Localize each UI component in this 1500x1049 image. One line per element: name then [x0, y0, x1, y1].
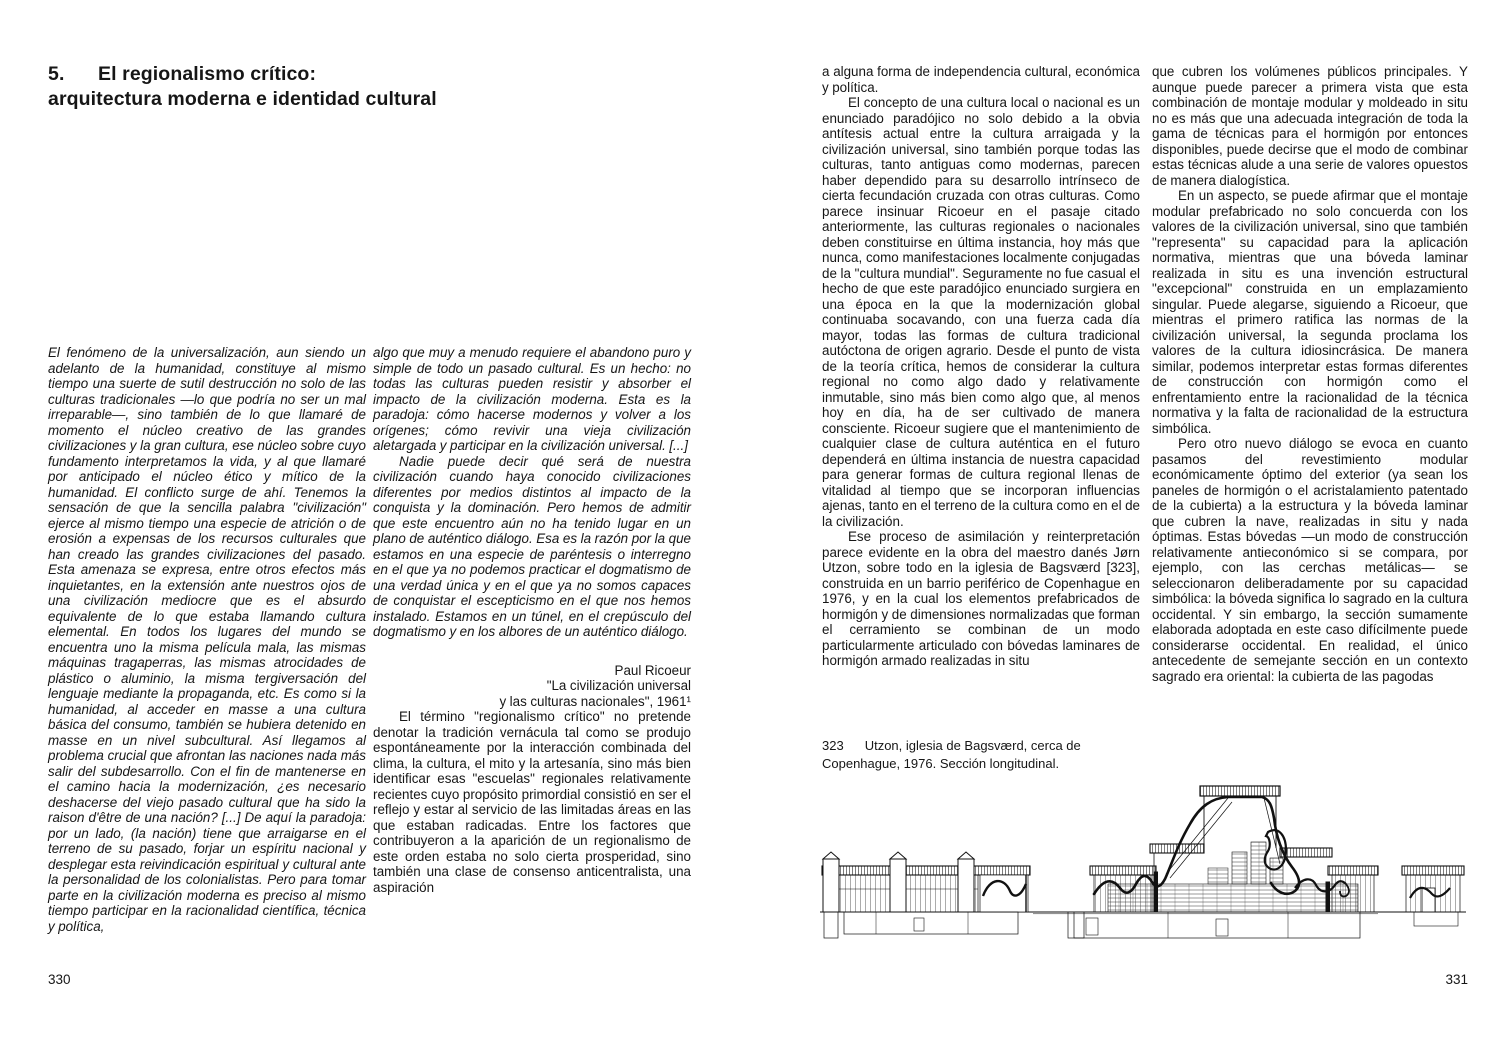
attribution-author: Paul Ricoeur	[614, 662, 691, 678]
attribution-work-line1: "La civilización universal	[546, 678, 691, 693]
left-page-column-2	[373, 345, 691, 895]
body-paragraph-bovedas: que cubren los volúmenes públicos principales. Y aunque puede parecer a primera vista que esta combinación de montaje modular y moldeado in situ no es más que una adecuada integración de toda la gama de técnicas para el hormigón por entonces disponibles, puede decirse que el modo de combinar estas técnicas alude a una serie de valores opuestos de manera dialogística.	[1152, 64, 1468, 188]
body-paragraph-regionalismo: El término "regionalismo crítico" no pretende denotar la tradición vernácula tal como se produjo espontáneamente por la interacción combinada del clima, la cultura, el mito y la artesanía, sino más bien identificar esas "escuelas" regionales relativamente recientes cuyo propósito primordial consistió en ser el reflejo y estar al servicio de las limitadas áreas en las que estaban radicadas. Entre los factores que contribuyeron a la aparición de un regionalismo de este orden estaba no solo cierta prosperidad, sino también una clase de consenso anticentralista, una aspiración	[373, 709, 691, 895]
chapter-title-line2: arquitectura moderna e identidad cultural	[48, 88, 437, 110]
bagsvaerd-section-drawing	[818, 772, 1468, 957]
body-paragraph-utzon: Ese proceso de asimilación y reinterpretación parece evidente en la obra del maestro danés Jørn Utzon, sobre todo en la iglesia de Bagsværd [323], construida en un barrio periférico de Copenhague en 1976, y en la cual los elementos prefabricados de hormigón y de dimensiones normalizadas que forman el cerramiento se combinan de un modo particularmente articulado con bóvedas laminares de hormigón armado realizadas in situ	[822, 529, 1140, 668]
right-page-column-2	[1152, 64, 1468, 684]
quote-attribution	[373, 663, 691, 710]
page-number-331: 331	[1445, 972, 1468, 987]
section-drawing-svg	[818, 772, 1468, 957]
page-number-330: 330	[48, 972, 71, 987]
figure-caption	[822, 737, 1140, 772]
ricoeur-quote-part2: algo que muy a menudo requiere el abandono puro y simple de todo un pasado cultural. Es un hecho: no todas las culturas pueden resistir y absorber el impacto de la civilización moderna. Esta es la paradoja: cómo hacerse modernos y volver a los orígenes; cómo revivir una vieja civilización aletargada y participar en la civilización universal. [...]	[373, 345, 691, 453]
body-paragraph-concepto: El concepto de una cultura local o nacional es un enunciado paradójico no solo debido a la obvia antítesis actual entre la cultura arraigada y la civilización universal, sino también porque todas las culturas, tanto antiguas como modernas, parecen haber dependido para su desarrollo intrínseco de cierta fecundación cruzada con otras culturas. Como parece insinuar Ricoeur en el pasaje citado anteriormente, las culturas regionales o nacionales deben constituirse en última instancia, hoy más que nunca, como manifestaciones localmente conjugadas de la "cultura mundial". Seguramente no fue casual el hecho de que este paradójico enunciado surgiera en una época en la que la modernización global continuaba socavando, con una fuerza cada día mayor, todas las formas de cultura tradicional autóctona de origen agrario. Desde el punto de vista de la teoría crítica, hemos de considerar la cultura regional no como algo dado y relativamente inmutable, sino más bien como algo que, al menos hoy en día, ha de ser cultivado de manera consciente. Ricoeur sugiere que el mantenimiento de cualquier clase de cultura auténtica en el futuro dependerá en última instancia de nuestra capacidad para generar formas de cultura regional llenas de vitalidad al tiempo que se incorporan influencias ajenas, tanto en el terreno de la cultura como en el de la civilización.	[822, 95, 1140, 529]
figure-number: 323	[822, 738, 844, 753]
figure-caption-text: Utzon, iglesia de Bagsværd, cerca de Copenhague, 1976. Sección longitudinal.	[822, 738, 1081, 771]
chapter-number: 5.	[48, 63, 65, 85]
left-page-column-1	[48, 345, 366, 934]
body-paragraph-aspecto: En un aspecto, se puede afirmar que el montaje modular prefabricado no solo concuerda con los valores de la civilización universal, sino que también "representa" su capacidad para la aplicación normativa, mientras que una bóveda laminar realizada in situ es una invención estructural "excepcional" construida en un emplazamiento singular. Puede alegarse, siguiendo a Ricoeur, que mientras el primero ratifica las normas de la civilización universal, la segunda proclama los valores de la cultura idiosincrásica. De manera similar, podemos interpretar estas formas diferentes de construcción con hormigón como el enfrentamiento entre la racionalidad de la técnica normativa y la falta de racionalidad de la estructura simbólica.	[1152, 188, 1468, 436]
right-page-column-1	[822, 64, 1140, 669]
body-paragraph-dialogo: Pero otro nuevo diálogo se evoca en cuanto pasamos del revestimiento modular económicamente óptimo del exterior (ya sean los paneles de hormigón o el acristalamiento patentado de la cubierta) a la estructura y la bóveda laminar que cubren la nave, realizadas in situ y nada óptimas. Estas bóvedas —un modo de construcción relativamente antieconómico si se compara, por ejemplo, con las cerchas metálicas— se seleccionaron deliberadamente por su capacidad simbólica: la bóveda significa lo sagrado en la cultura occidental. Y sin embargo, la sección sumamente elaborada adoptada en este caso difícilmente puede considerarse occidental. En realidad, el único antecedente de semejante sección en un contexto sagrado era oriental: la cubierta de las pagodas	[1152, 436, 1468, 684]
attribution-work-line2: y las culturas nacionales", 1961¹	[499, 693, 691, 709]
chapter-title-line1	[48, 62, 668, 87]
chapter-title-text1: El regionalismo crítico:	[98, 63, 317, 85]
body-paragraph-continuation: a alguna forma de independencia cultural, económica y política.	[822, 64, 1140, 95]
ricoeur-quote-part3: Nadie puede decir qué será de nuestra civilización cuando haya conocido civilizaciones diferentes por medios distintos al impacto de la conquista y la dominación. Pero hemos de admitir que este encuentro aún no ha tenido lugar en un plano de auténtico diálogo. Esa es la razón por la que estamos en una especie de paréntesis o interregno en el que ya no podemos practicar el dogmatismo de una verdad única y en el que ya no somos capaces de conquistar el escepticismo en el que nos hemos instalado. Estamos en un túnel, en el crepúsculo del dogmatismo y en los albores de un auténtico diálogo.	[373, 453, 691, 639]
ricoeur-quote-part1: El fenómeno de la universalización, aun siendo un adelanto de la humanidad, constituye al mismo tiempo una suerte de sutil destrucción no solo de las culturas tradicionales —lo que podría no ser un mal irreparable—, sino también de lo que llamaré de momento el núcleo creativo de las grandes civilizaciones y la gran cultura, ese núcleo sobre cuyo fundamento interpretamos la vida, y al que llamaré por anticipado el núcleo ético y mítico de la humanidad. El conflicto surge de ahí. Tenemos la sensación de que la sencilla palabra "civilización" ejerce al mismo tiempo una especie de atrición o de erosión a expensas de los recursos culturales que han creado las grandes civilizaciones del pasado. Esta amenaza se expresa, entre otros efectos más inquietantes, en la extensión ante nuestros ojos de una civilización mediocre que es el absurdo equivalente de lo que estaba llamando cultura elemental. En todos los lugares del mundo se encuentra uno la misma película mala, las mismas máquinas tragaperras, las mismas atrocidades de plástico o aluminio, la misma tergiversación del lenguaje mediante la propaganda, etc. Es como si la humanidad, al acceder en masse a una cultura básica del consumo, también se hubiera detenido en masse en un nivel subcultural. Así llegamos al problema crucial que afrontan las naciones nada más salir del subdesarrollo. Con el fin de mantenerse en el camino hacia la modernización, ¿es necesario deshacerse del viejo pasado cultural que ha sido la raison d'être de una nación? [...] De aquí la paradoja: por un lado, (la nación) tiene que arraigarse en el terreno de su pasado, forjar un espíritu nacional y desplegar esta reivindicación espiritual y cultural ante la personalidad de los colonialistas. Pero para tomar parte en la civilización moderna es preciso al mismo tiempo participar en la racionalidad científica, técnica y política,	[48, 345, 366, 934]
chapter-title	[48, 62, 668, 112]
